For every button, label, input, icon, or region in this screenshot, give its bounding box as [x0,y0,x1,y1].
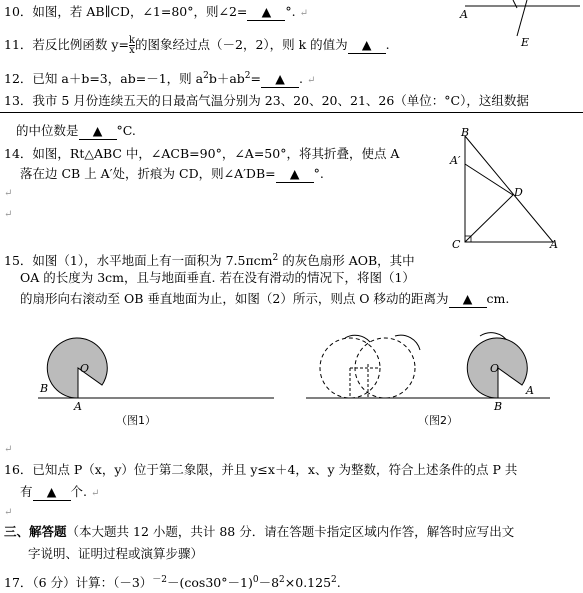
question-17: 17．（6 分）计算：$(-3)^{-2}-(\cos 30^\circ-1)^0-8^2\times 0.125^2$. [4,575,341,591]
fold-line-cd [465,195,513,242]
label-a: A [526,384,534,397]
return-mark-row: ↵ [4,507,13,518]
label-o: O [80,362,90,375]
label-b: B [461,126,470,139]
label-a: A [460,8,468,21]
question-14-line2: 落在边 CB 上 A′处，折痕为 CD，则∠A′DB= ▲ °. [20,166,324,181]
dashed-circle-2 [355,338,415,398]
answer-blank: ▲ [348,37,386,54]
question-11: 11．若反比例函数 y= $\frac{k}{x}$ 的图象经过点（－2，2），则 k 的值为 ▲ . [4,35,390,56]
question-12: 12．已知 a＋b=3，ab=－1，则 $a^2b+ab^2=$ ▲ . ↵ [4,71,316,87]
label-a: A [74,400,82,413]
segment-a-prime-d [465,164,513,195]
return-mark: ↵ [299,8,309,19]
gray-sector-aob [47,338,107,398]
transversal [517,0,527,36]
caption-figure-2: （图2） [418,414,458,427]
return-mark: ↵ [306,75,316,87]
answer-blank: ▲ [33,484,71,501]
triangle-abc [465,136,553,242]
label-b: B [494,400,503,413]
section-3-heading: 三、解答题（本大题共 12 小题，共计 88 分．请在答题卡指定区域内作答，解答时应写出文 [4,524,515,539]
answer-blank: ▲ [79,123,117,140]
page-divider [0,112,583,113]
caption-figure-1: （图1） [116,414,156,427]
label-b: B [40,382,49,395]
question-15-line3: 的扇形向右滚动至 OB 垂直地面为止，如图（2）所示，则点 O 移动的距离为 ▲ cm. [20,291,510,306]
question-13-line2: 的中位数是 ▲ °C. [16,123,136,138]
return-mark-row: ↵ [4,444,13,455]
fraction-k-over-x: $\frac{k}{x}$ [128,35,135,56]
question-16-line1: 16．已知点 P（x，y）位于第二象限，并且 y≤x＋4，x、y 为整数，符合上述条件的点 P 共 [4,462,518,477]
answer-blank: ▲ [261,71,299,88]
label-o: O [490,362,500,375]
arrow-arc-2 [395,335,420,350]
figure-14-triangle [448,128,578,253]
return-mark-row: ↵ [4,209,13,220]
question-16-line2: 有 ▲ 个. ↵ [20,484,100,499]
label-a-prime: A′ [450,154,461,167]
question-15-line2: OA 的长度为 3cm，且与地面垂直. 若在没有滑动的情况下，将图（1） [20,270,415,285]
section-3-line2: 字说明、证明过程或演算步骤） [28,546,204,561]
figure-10 [455,0,583,50]
label-a: A [550,238,558,251]
question-15-line1: 15．如图（1），水平地面上有一面积为 7.5πcm$^2$ 的灰色扇形 AOB，其中 [4,253,415,269]
answer-blank: ▲ [247,4,285,21]
line-cd [513,0,517,8]
figure-15-2 [300,320,560,430]
answer-blank: ▲ [449,291,487,308]
question-14-line1: 14．如图，Rt△ABC 中，∠ACB=90°，∠A=50°，将其折叠，使点 A [4,146,400,161]
label-c: C [452,238,461,251]
question-10: 10．如图，若 AB∥CD，∠1=80°，则∠2= ▲ °. ↵ [4,4,309,19]
figure-15-1 [30,330,280,430]
answer-blank: ▲ [276,166,314,183]
question-13-line1: 13．我市 5 月份连续五天的日最高气温分别为 23、20、20、21、26（单位：°C），这组数据 [4,93,529,108]
return-mark-row: ↵ [4,188,13,199]
label-e: E [521,36,530,49]
label-d: D [514,186,523,199]
